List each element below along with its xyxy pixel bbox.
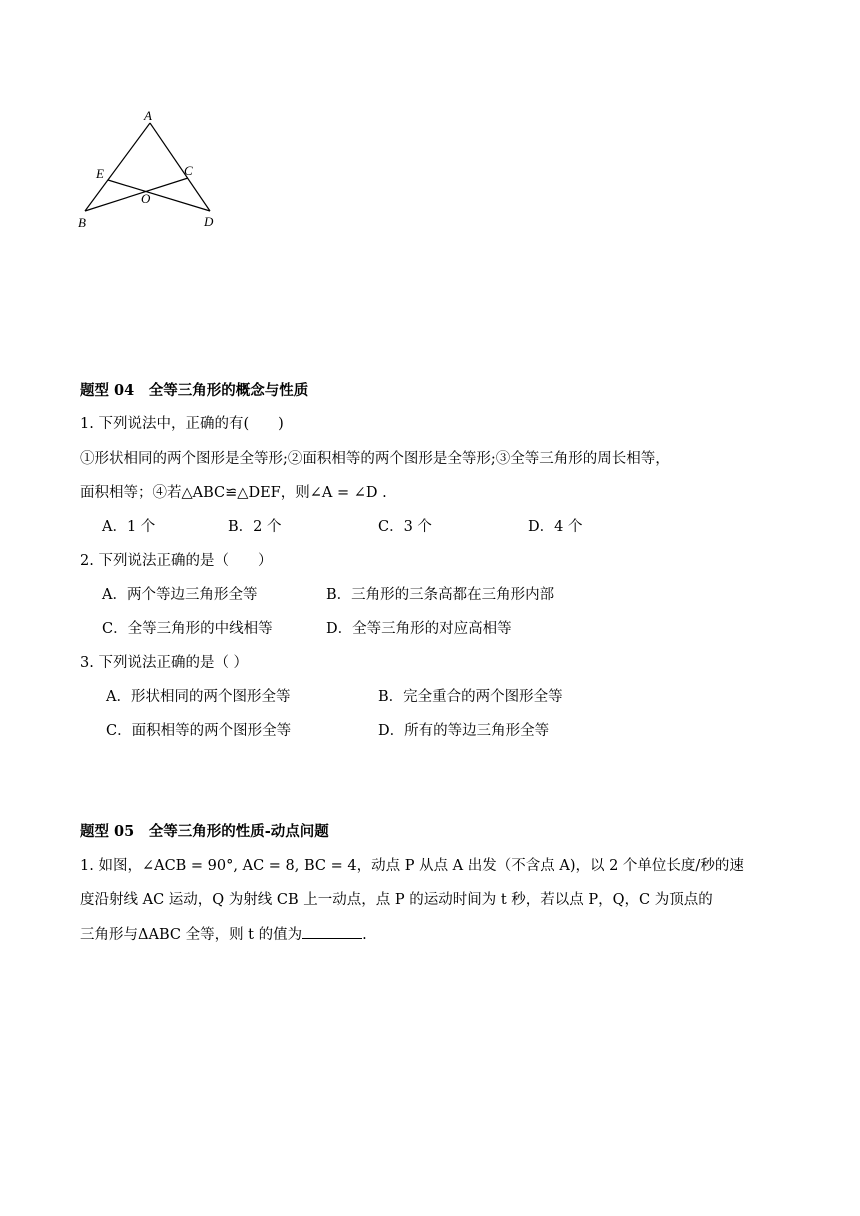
q1-option-a: A．1 个 [102, 519, 156, 535]
segment-DE [108, 180, 210, 211]
q2-option-c: C．全等三角形的中线相等 [102, 621, 273, 637]
q3-option-c: C．面积相等的两个图形全等 [106, 723, 292, 739]
q2-option-b: B．三角形的三条高都在三角形内部 [326, 587, 555, 603]
q3-option-d: D．所有的等边三角形全等 [378, 723, 550, 739]
triangle-figure [70, 108, 230, 233]
q1-option-b: B．2 个 [228, 519, 282, 535]
s5-q1-line1: 1. 如图，∠ACB = 90°, AC = 8, BC = 4，动点 P 从点 A 出发（不含点 A)，以 2 个单位长度/秒的速 [80, 858, 744, 874]
label-B: B [78, 215, 86, 230]
s5-q1-line3-text: 三角形与ΔABC 全等，则 t 的值为 [80, 927, 303, 943]
label-A: A [144, 108, 152, 123]
label-C: C [184, 163, 193, 178]
q1-option-c: C．3 个 [378, 519, 432, 535]
q1-stem: 1. 下列说法中，正确的有( ) [80, 416, 284, 432]
q3-option-b: B．完全重合的两个图形全等 [378, 689, 563, 705]
s5-q1-line3 [80, 924, 367, 945]
section-05-title: 题型 05 全等三角形的性质-动点问题 [80, 823, 329, 840]
q2-stem: 2. 下列说法正确的是（ ） [80, 553, 273, 569]
answer-blank[interactable] [302, 924, 362, 939]
q1-line2: 面积相等；④若△ABC≌△DEF，则∠A = ∠D . [80, 485, 387, 501]
q3-stem: 3. 下列说法正确的是（ ） [80, 655, 249, 671]
q1-line1: ①形状相同的两个图形是全等形;②面积相等的两个图形是全等形;③全等三角形的周长相等， [80, 451, 670, 467]
q2-option-a: A．两个等边三角形全等 [102, 587, 258, 603]
s5-q1-line3-end: . [362, 927, 367, 943]
segment-BC [85, 178, 188, 211]
label-E: E [96, 166, 104, 181]
q3-option-a: A．形状相同的两个图形全等 [106, 689, 291, 705]
segment-AD [150, 123, 210, 211]
label-D: D [204, 214, 214, 229]
q1-option-d: D．4 个 [528, 519, 583, 535]
s5-q1-line2: 度沿射线 AC 运动，Q 为射线 CB 上一动点，点 P 的运动时间为 t 秒，若以点 P，Q，C 为顶点的 [80, 892, 713, 908]
section-04-title: 题型 04 全等三角形的概念与性质 [80, 382, 309, 399]
q2-option-d: D．全等三角形的对应高相等 [326, 621, 512, 637]
label-O: O [141, 191, 151, 206]
